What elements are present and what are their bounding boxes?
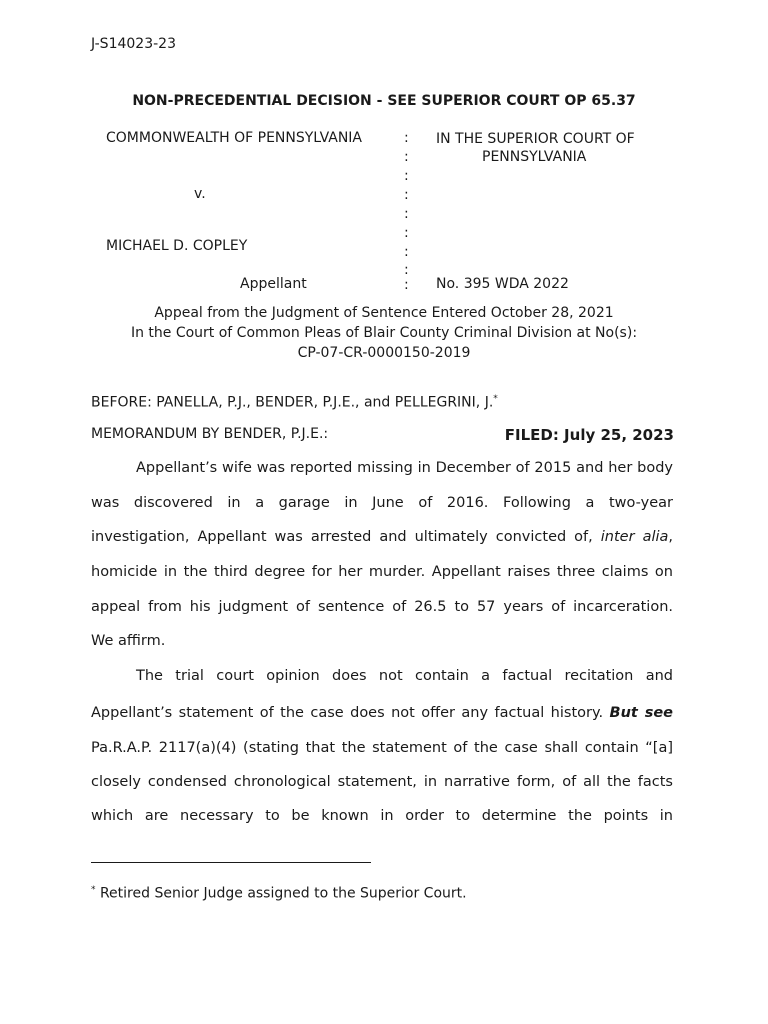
caption-colon: : (404, 262, 409, 278)
body-line: The trial court opinion does not contain a factual recitation and (136, 668, 673, 684)
party-commonwealth: COMMONWEALTH OF PENNSYLVANIA (106, 130, 363, 146)
filed-date: FILED: July 25, 2023 (504, 426, 674, 444)
body-line (91, 705, 673, 721)
document-id: J-S14023-23 (91, 36, 176, 52)
caption-colon: : (404, 225, 409, 241)
footnote-text: Retired Senior Judge assigned to the Superior Court. (95, 885, 467, 902)
body-line: closely condensed chronological statement, in narrative form, of all the facts (91, 774, 673, 790)
appeal-line-1: Appeal from the Judgment of Sentence Entered October 28, 2021 (154, 305, 614, 321)
court-name-line1: IN THE SUPERIOR COURT OF (436, 131, 635, 147)
body-text: investigation, Appellant was arrested and ultimately convicted of, (91, 529, 593, 545)
appeal-line-3: CP-07-CR-0000150-2019 (297, 345, 471, 361)
party-role: Appellant (240, 276, 307, 292)
body-line: Appellant’s wife was reported missing in December of 2015 and her body (136, 460, 673, 476)
body-line: Pa.R.A.P. 2117(a)(4) (stating that the statement of the case shall contain “[a] (91, 740, 673, 756)
footnote-marker: * (91, 885, 96, 895)
appeal-line-2: In the Court of Common Pleas of Blair County Criminal Division at No(s): (130, 325, 638, 341)
caption-colon: : (404, 149, 409, 165)
italic-term: inter alia (600, 529, 669, 545)
footnote-marker: * (493, 394, 498, 404)
body-line: which are necessary to be known in order to determine the points in (91, 808, 673, 824)
caption-colon: : (404, 206, 409, 222)
body-line: We affirm. (91, 633, 166, 649)
docket-number: No. 395 WDA 2022 (436, 276, 569, 292)
caption-colon: : (404, 130, 409, 146)
court-name-line2: PENNSYLVANIA (482, 149, 587, 165)
footnote-divider (91, 862, 371, 863)
versus: v. (194, 186, 206, 202)
signal-but-see: But see (609, 705, 673, 721)
panel-line (91, 394, 498, 411)
body-line: was discovered in a garage in June of 2016. Following a two-year (91, 495, 673, 511)
body-text: Appellant’s statement of the case does not offer any factual history. (91, 705, 604, 721)
footnote (91, 885, 467, 902)
decision-heading: NON-PRECEDENTIAL DECISION - SEE SUPERIOR COURT OP 65.37 (132, 93, 636, 109)
body-text: , (668, 529, 674, 545)
party-defendant: MICHAEL D. COPLEY (106, 238, 248, 254)
body-line: homicide in the third degree for her murder. Appellant raises three claims on (91, 564, 673, 580)
panel-judges: BEFORE: PANELLA, P.J., BENDER, P.J.E., and PELLEGRINI, J. (91, 394, 494, 411)
memorandum-author: MEMORANDUM BY BENDER, P.J.E.: (91, 426, 329, 442)
caption-colon: : (404, 277, 409, 293)
body-line (91, 529, 673, 545)
caption-colon: : (404, 187, 409, 203)
caption-colon: : (404, 168, 409, 184)
caption-colon: : (404, 244, 409, 260)
body-line: appeal from his judgment of sentence of 26.5 to 57 years of incarceration. (91, 599, 673, 615)
